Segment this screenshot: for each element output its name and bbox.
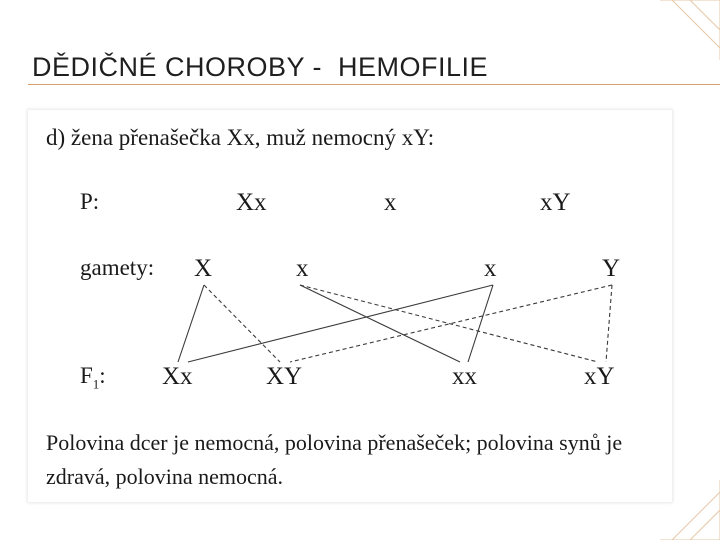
offspring-Xx: Xx — [162, 363, 193, 390]
line-X-to-XY — [204, 285, 280, 362]
line-x3-to-xx — [468, 285, 493, 362]
line-x3-to-Xx — [188, 285, 493, 362]
cross-heading: d) žena přenašečka Xx, muž nemocný xY: — [46, 125, 435, 150]
gamete-x-father: x — [484, 255, 497, 282]
mother-genotype: Xx — [236, 189, 267, 216]
gametes-label: gamety: — [80, 255, 155, 280]
cross-symbol: x — [384, 189, 397, 216]
gamete-x-mother: x — [296, 255, 309, 282]
offspring-xY: xY — [584, 363, 615, 390]
gamete-X: X — [194, 255, 213, 282]
offspring-xx: xx — [452, 363, 477, 390]
offspring-label: $F_1$: — [80, 363, 106, 392]
title-underline — [28, 84, 720, 85]
conclusion-line-2: zdravá, polovina nemocná. — [46, 464, 284, 489]
conclusion-line-1: Polovina dcer je nemocná, polovina přenašeček; polovina synů je — [46, 430, 623, 455]
slide-title: DĚDIČNÉ CHOROBY - HEMOFILIE — [32, 52, 489, 82]
offspring-XY: XY — [266, 363, 303, 390]
father-genotype: xY — [540, 189, 571, 216]
line-x-to-xx — [300, 285, 460, 362]
line-Y-to-xY — [606, 285, 612, 362]
gamete-Y: Y — [602, 255, 621, 282]
line-X-to-Xx — [178, 285, 204, 362]
parents-label: P: — [80, 189, 100, 214]
genetics-cross-figure — [28, 110, 672, 502]
